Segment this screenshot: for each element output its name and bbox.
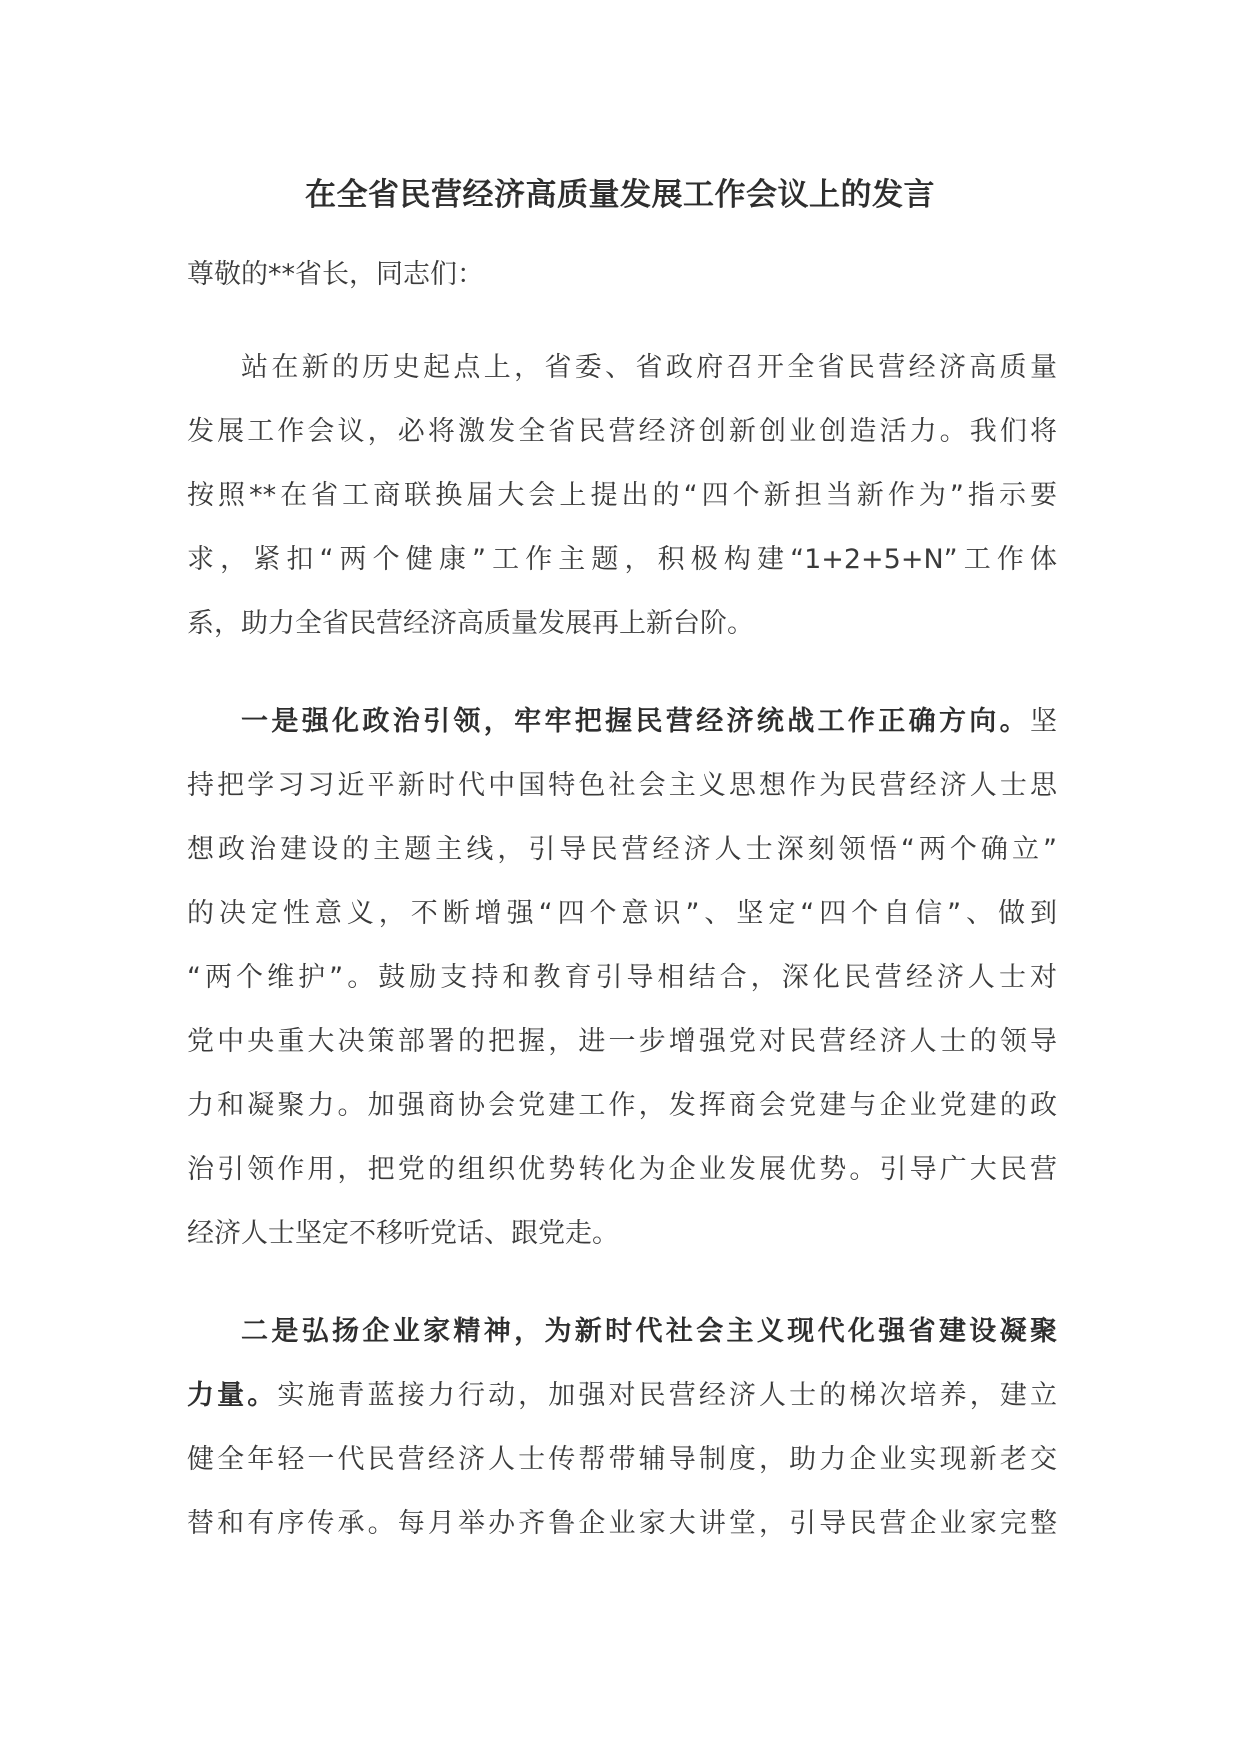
- text-fragment: 实施青蓝接力行动，加强对民营经济人士的梯次培养，建立: [277, 1380, 1058, 1411]
- text-line: 发展工作会议，必将激发全省民营经济创新创业创造活力。我们将: [187, 416, 1057, 447]
- text-line: 站在新的历史起点上，省委、省政府召开全省民营经济高质量: [241, 352, 1057, 383]
- text-line: 治引领作用，把党的组织优势转化为企业发展优势。引导广大民营: [187, 1154, 1057, 1185]
- paragraph-political-guidance: [187, 690, 1057, 1266]
- text-line: 系，助力全省民营经济高质量发展再上新台阶。: [187, 608, 754, 639]
- text-line: 替和有序传承。每月举办齐鲁企业家大讲堂，引导民营企业家完整: [187, 1508, 1057, 1539]
- text-line: [187, 690, 1057, 754]
- paragraph-entrepreneurship: [187, 1300, 1057, 1556]
- paragraph-intro: [187, 336, 1057, 656]
- paragraph-lead: 二是弘扬企业家精神，为新时代社会主义现代化强省建设凝聚: [241, 1316, 1057, 1347]
- text-line: “两个维护”。鼓励支持和教育引导相结合，深化民营经济人士对: [187, 962, 1057, 993]
- text-line: 的决定性意义，不断增强“四个意识”、坚定“四个自信”、做到: [187, 898, 1057, 929]
- text-line: 党中央重大决策部署的把握，进一步增强党对民营经济人士的领导: [187, 1026, 1057, 1057]
- paragraph-lead: 一是强化政治引领，牢牢把握民营经济统战工作正确方向。: [241, 706, 1030, 737]
- salutation: 尊敬的**省长，同志们：: [187, 259, 484, 290]
- text-line: 经济人士坚定不移听党话、跟党走。: [187, 1218, 619, 1249]
- text-line: 持把学习习近平新时代中国特色社会主义思想作为民营经济人士思: [187, 770, 1057, 801]
- text-line: [187, 1364, 1057, 1428]
- text-line: 想政治建设的主题主线，引导民营经济人士深刻领悟“两个确立”: [187, 834, 1057, 865]
- document-title: 在全省民营经济高质量发展工作会议上的发言: [305, 177, 935, 213]
- text-line: 健全年轻一代民营经济人士传帮带辅导制度，助力企业实现新老交: [187, 1444, 1057, 1475]
- text-line: 按照**在省工商联换届大会上提出的“四个新担当新作为”指示要: [187, 480, 1057, 511]
- text-fragment: 坚: [1030, 706, 1057, 737]
- paragraph-lead-continued: 力量。: [187, 1380, 278, 1411]
- text-line: 求，紧扣“两个健康”工作主题，积极构建“1+2+5+N”工作体: [187, 544, 1057, 575]
- document-body: [187, 336, 1057, 1590]
- text-line: 力和凝聚力。加强商协会党建工作，发挥商会党建与企业党建的政: [187, 1090, 1057, 1121]
